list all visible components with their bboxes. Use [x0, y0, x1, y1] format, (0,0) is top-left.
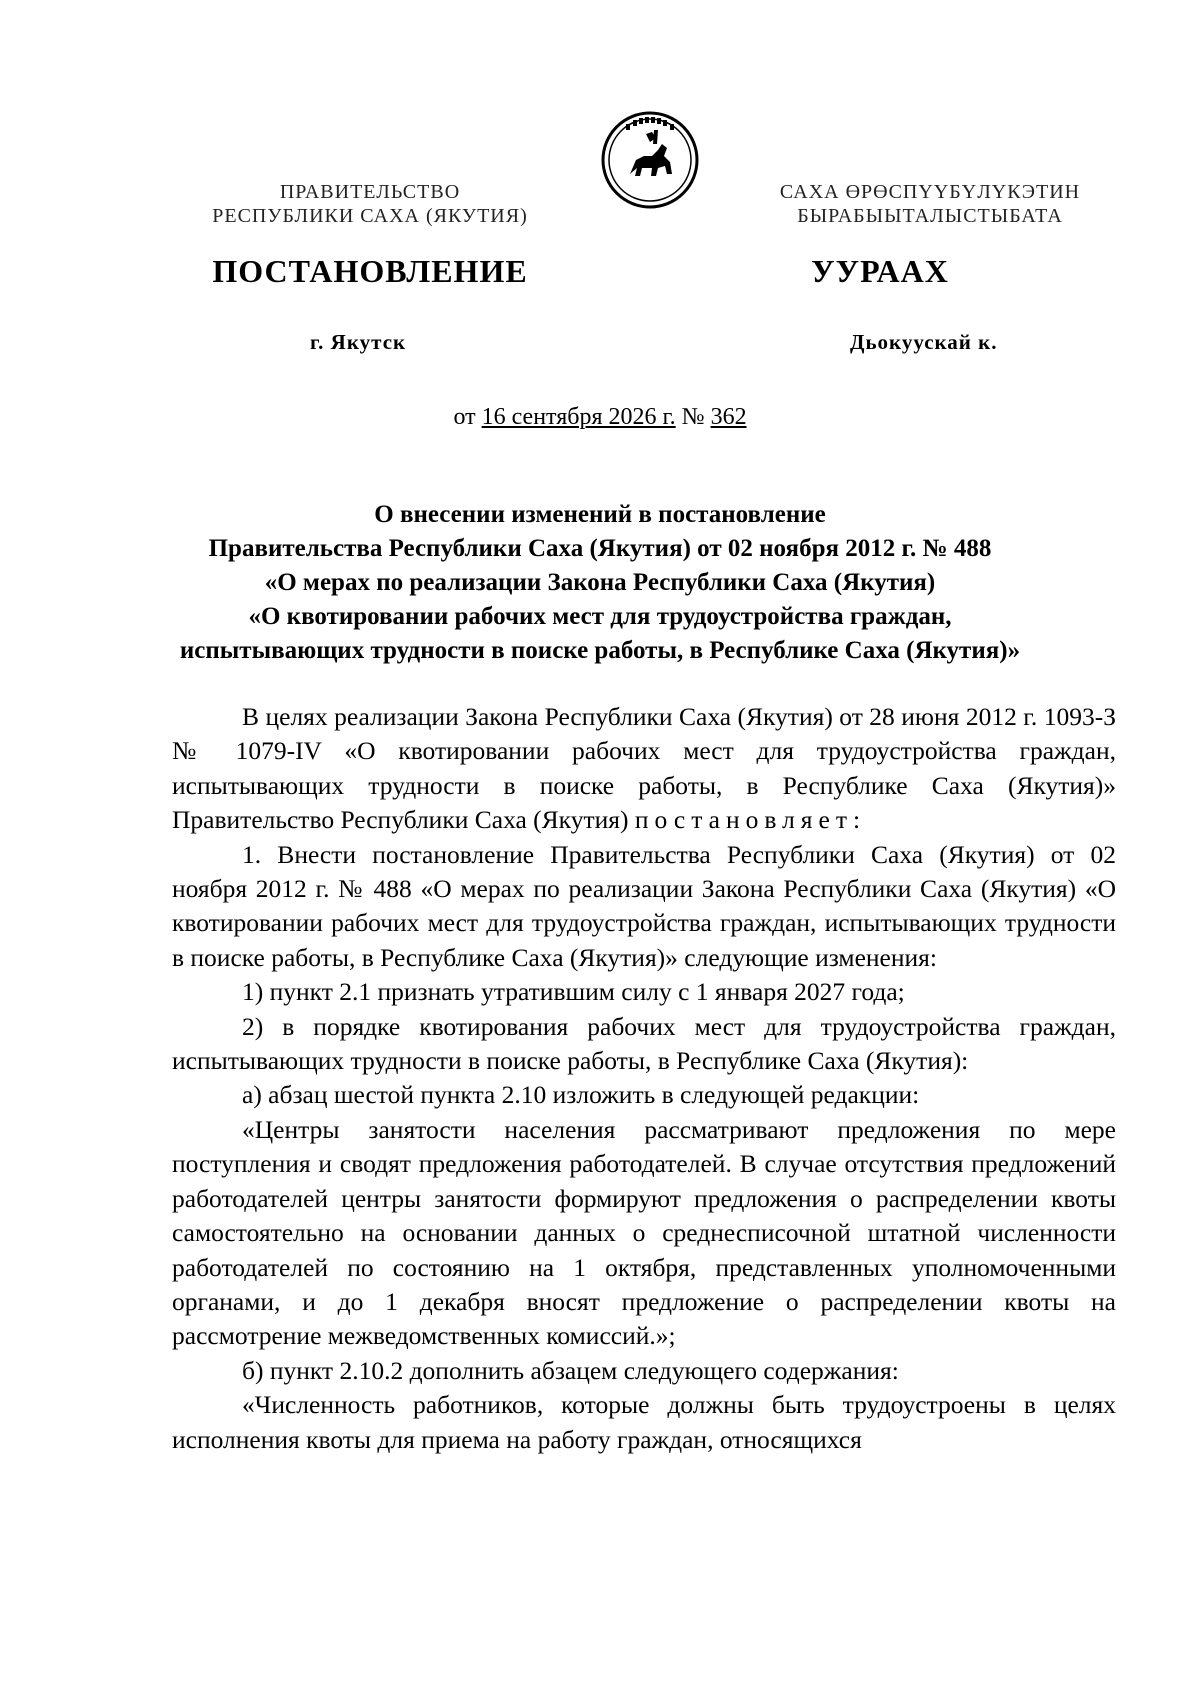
doc-type-ru: ПОСТАНОВЛЕНИЕ: [212, 253, 528, 289]
paragraph-1-2: 2) в порядке квотирования рабочих мест для трудоустройства граждан, испытывающих трудности в поиске работы, в Республике Саха (Якутия):: [172, 1011, 1116, 1076]
doc-type-sakha: УУРААХ: [811, 253, 949, 289]
paragraph-a: а) абзац шестой пункта 2.10 изложить в следующей редакции:: [242, 1080, 920, 1110]
title-line: «О мерах по реализации Закона Республики Саха (Якутия): [264, 569, 936, 596]
paragraph-b: б) пункт 2.10.2 дополнить абзацем следующего содержания:: [242, 1355, 899, 1385]
org-name-ru-line1: ПРАВИТЕЛЬСТВО: [279, 181, 461, 203]
date-line: [0, 404, 1200, 431]
title-line: Правительства Республики Саха (Якутия) от 02 ноября 2012 г. № 488: [208, 535, 992, 562]
document-title: [150, 498, 1050, 668]
city-sakha: Дьокуускай к.: [850, 330, 998, 354]
document-body: [172, 700, 1116, 1457]
paragraph-1: 1. Внести постановление Правительства Республики Саха (Якутия) от 02 ноября 2012 г. № 488 «О мерах по реализации Закона Республики Саха (Якутия) «О квотировании рабочих мест для трудоустройства граждан, испытывающих трудности в поиске работы, в Республике Саха (Якутия)» следующие изменения:: [172, 839, 1116, 972]
quoted-paragraph-b: «Численность работников, которые должны быть трудоустроены в целях исполнения квоты для приема на работу граждан, относящихся: [172, 1390, 1116, 1454]
preamble-text: В целях реализации Закона Республики Саха (Якутия) от 28 июня 2012 г. 1093-З № 1079-IV «О квотировании рабочих мест для трудоустройства граждан, испытывающих трудности в поиске работы, в Республике Саха (Якутия)» Правительство Республики Саха (Якутия): [172, 702, 1116, 835]
number-sign: №: [681, 404, 705, 430]
title-line: «О квотировании рабочих мест для трудоустройства граждан,: [248, 603, 952, 630]
date-prefix: от: [453, 404, 476, 430]
org-name-sakha-line2: БЫРАБЫЫТАЛЫСТЫБАТА: [797, 205, 1063, 227]
document-date: 16 сентября 2026 г.: [481, 404, 676, 430]
paragraph-1-1: 1) пункт 2.1 признать утратившим силу с 1 января 2027 года;: [242, 977, 905, 1007]
quoted-paragraph-a: «Центры занятости населения рассматривают предложения по мере поступления и сводят предложения работодателей. В случае отсутствия предложений работодателей центры занятости формируют предложения о распределении квоты самостоятельно на основании данных о среднесписочной штатной численности работодателей по состоянию на 1 октября, представленных уполномоченными органами, и до 1 декабря вносят предложение о распределении квоты на рассмотрение межведомственных комиссий.»;: [172, 1114, 1116, 1351]
org-name-sakha-line1: САХА ӨРӨСПҮҮБҮЛҮКЭТИН: [779, 181, 1081, 203]
org-name-ru: [140, 180, 600, 228]
coat-of-arms-emblem-icon: [600, 110, 700, 210]
title-line: испытывающих трудности в поиске работы, в Республике Саха (Якутия)»: [179, 637, 1021, 664]
document-number: 362: [710, 404, 747, 430]
org-name-sakha: [700, 180, 1160, 228]
title-line: О внесении изменений в постановление: [374, 501, 826, 528]
org-name-ru-line2: РЕСПУБЛИКИ САХА (ЯКУТИЯ): [212, 205, 528, 227]
preamble-paragraph: [172, 700, 1116, 838]
city-ru: г. Якутск: [310, 330, 407, 354]
decree-word: постановляет:: [634, 805, 867, 835]
